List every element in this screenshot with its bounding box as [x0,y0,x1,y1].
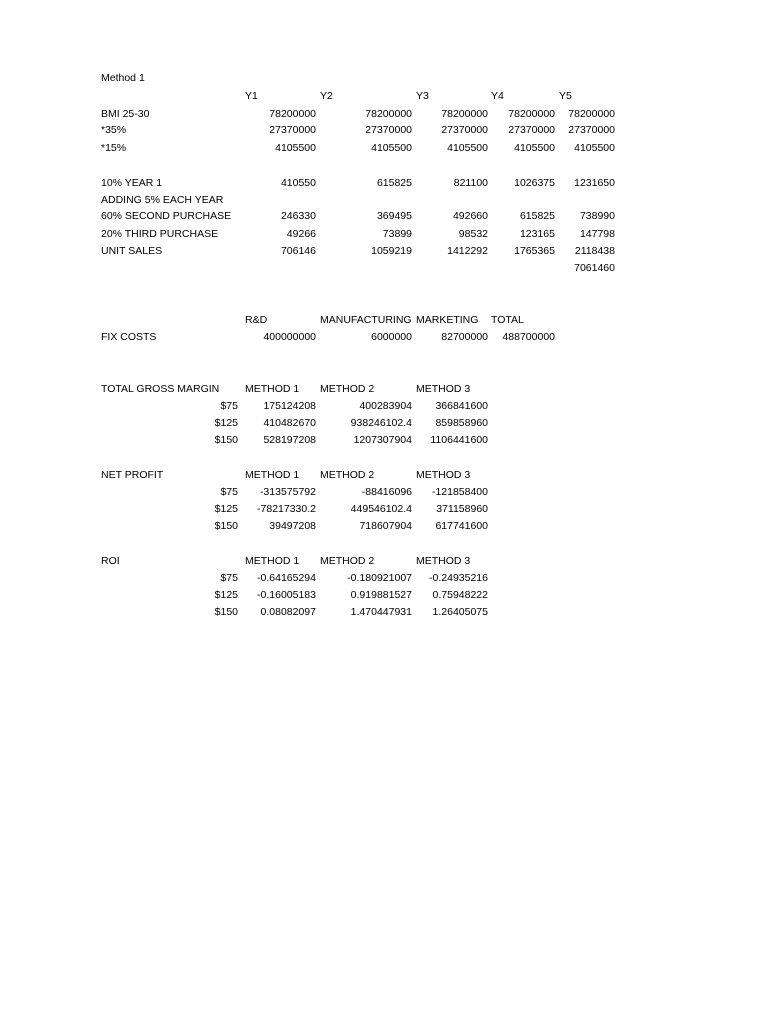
data-cell: 78200000 [568,108,615,120]
row-label: *35% [101,124,127,136]
method-header: METHOD 1 [245,469,300,481]
cost-header: R&D [245,314,268,326]
cost-header: MANUFACTURING [320,314,412,326]
data-cell: 27370000 [441,124,488,136]
data-cell: 1412292 [447,245,488,257]
method-value: -0.24935216 [429,572,488,584]
roi-label: ROI [101,555,120,567]
data-cell: 73899 [382,228,412,240]
data-cell: 410550 [280,177,316,189]
method-value: 859858960 [435,417,488,429]
data-cell: 27370000 [365,124,412,136]
method-value: 1.470447931 [350,606,412,618]
method-value: 0.08082097 [260,606,316,618]
method-value: 39497208 [269,520,316,532]
data-cell: 1026375 [514,177,555,189]
method-value: 718607904 [359,520,412,532]
method-header: METHOD 3 [416,469,471,481]
method-header: METHOD 2 [320,555,375,567]
year-header: Y1 [245,90,258,102]
method-header: METHOD 1 [245,383,300,395]
row-label: 20% THIRD PURCHASE [101,228,219,240]
net-profit-label: NET PROFIT [101,469,164,481]
row-label: BMI 25-30 [101,108,150,120]
data-cell: 4105500 [514,142,555,154]
price-label: $75 [220,400,238,412]
price-label: $150 [214,520,238,532]
data-cell: 706146 [280,245,316,257]
price-label: $125 [214,503,238,515]
method-value: 938246102.4 [350,417,412,429]
price-label: $75 [220,486,238,498]
data-cell: 4105500 [371,142,412,154]
row-label: 60% SECOND PURCHASE [101,210,232,222]
method-value: -313575792 [259,486,316,498]
data-cell: 369495 [376,210,412,222]
method-value: -88416096 [361,486,412,498]
year-header: Y2 [320,90,333,102]
method-header: METHOD 3 [416,555,471,567]
cost-value: 6000000 [371,331,412,343]
method-value: 371158960 [436,503,488,515]
row-label: ADDING 5% EACH YEAR [101,194,224,206]
price-label: $150 [214,434,238,446]
data-cell: 615825 [376,177,412,189]
method-value: 449546102.4 [350,503,412,515]
data-cell: 78200000 [508,108,555,120]
method-value: -0.64165294 [257,572,316,584]
method-value: 528197208 [263,434,316,446]
row-label: UNIT SALES [101,245,163,257]
price-label: $150 [214,606,238,618]
method-value: 1.26405075 [432,606,488,618]
cost-value: 488700000 [502,331,555,343]
method-value: -0.180921007 [347,572,412,584]
method-header: METHOD 1 [245,555,300,567]
method-header: METHOD 2 [320,469,375,481]
data-cell: 2118438 [574,245,615,257]
cost-value: 400000000 [263,331,316,343]
method-value: -121858400 [431,486,488,498]
data-cell: 615825 [519,210,555,222]
method-value: 617741600 [435,520,488,532]
fix-costs-label: FIX COSTS [101,331,157,343]
method-header: METHOD 2 [320,383,375,395]
year-header: Y5 [559,90,572,102]
price-label: $125 [214,589,238,601]
method-value: -0.16005183 [257,589,316,601]
data-cell: 1059219 [371,245,412,257]
data-cell: 27370000 [269,124,316,136]
data-cell: 147798 [579,228,615,240]
data-cell: 492660 [452,210,488,222]
year-header: Y4 [491,90,504,102]
price-label: $75 [220,572,238,584]
data-cell: 738990 [579,210,615,222]
method-value: 410482670 [263,417,316,429]
cost-value: 82700000 [441,331,488,343]
price-label: $125 [214,417,238,429]
data-cell: 123165 [519,228,555,240]
data-cell: 1231650 [574,177,615,189]
sheet-title: Method 1 [101,72,145,84]
data-cell: 49266 [286,228,316,240]
data-cell: 4105500 [275,142,316,154]
gross-margin-label: TOTAL GROSS MARGIN [101,383,220,395]
method-value: 1106441600 [430,434,488,446]
method-value: 0.919881527 [350,589,412,601]
data-cell: 4105500 [574,142,615,154]
data-cell: 78200000 [441,108,488,120]
data-cell: 27370000 [568,124,615,136]
data-cell: 4105500 [447,142,488,154]
data-cell: 78200000 [269,108,316,120]
method-value: 0.75948222 [432,589,488,601]
method-value: 1207307904 [353,434,412,446]
data-cell: 821100 [453,177,488,189]
method-value: -78217330.2 [257,503,316,515]
year-header: Y3 [416,90,429,102]
unit-sales-total: 7061460 [574,262,615,274]
data-cell: 246330 [280,210,316,222]
cost-header: MARKETING [416,314,479,326]
row-label: 10% YEAR 1 [101,177,163,189]
method-value: 175124208 [263,400,316,412]
cost-header: TOTAL [491,314,524,326]
row-label: *15% [101,142,127,154]
data-cell: 78200000 [365,108,412,120]
method-value: 366841600 [435,400,488,412]
method-value: 400283904 [359,400,412,412]
data-cell: 27370000 [508,124,555,136]
data-cell: 1765365 [514,245,555,257]
method-header: METHOD 3 [416,383,471,395]
data-cell: 98532 [458,228,488,240]
